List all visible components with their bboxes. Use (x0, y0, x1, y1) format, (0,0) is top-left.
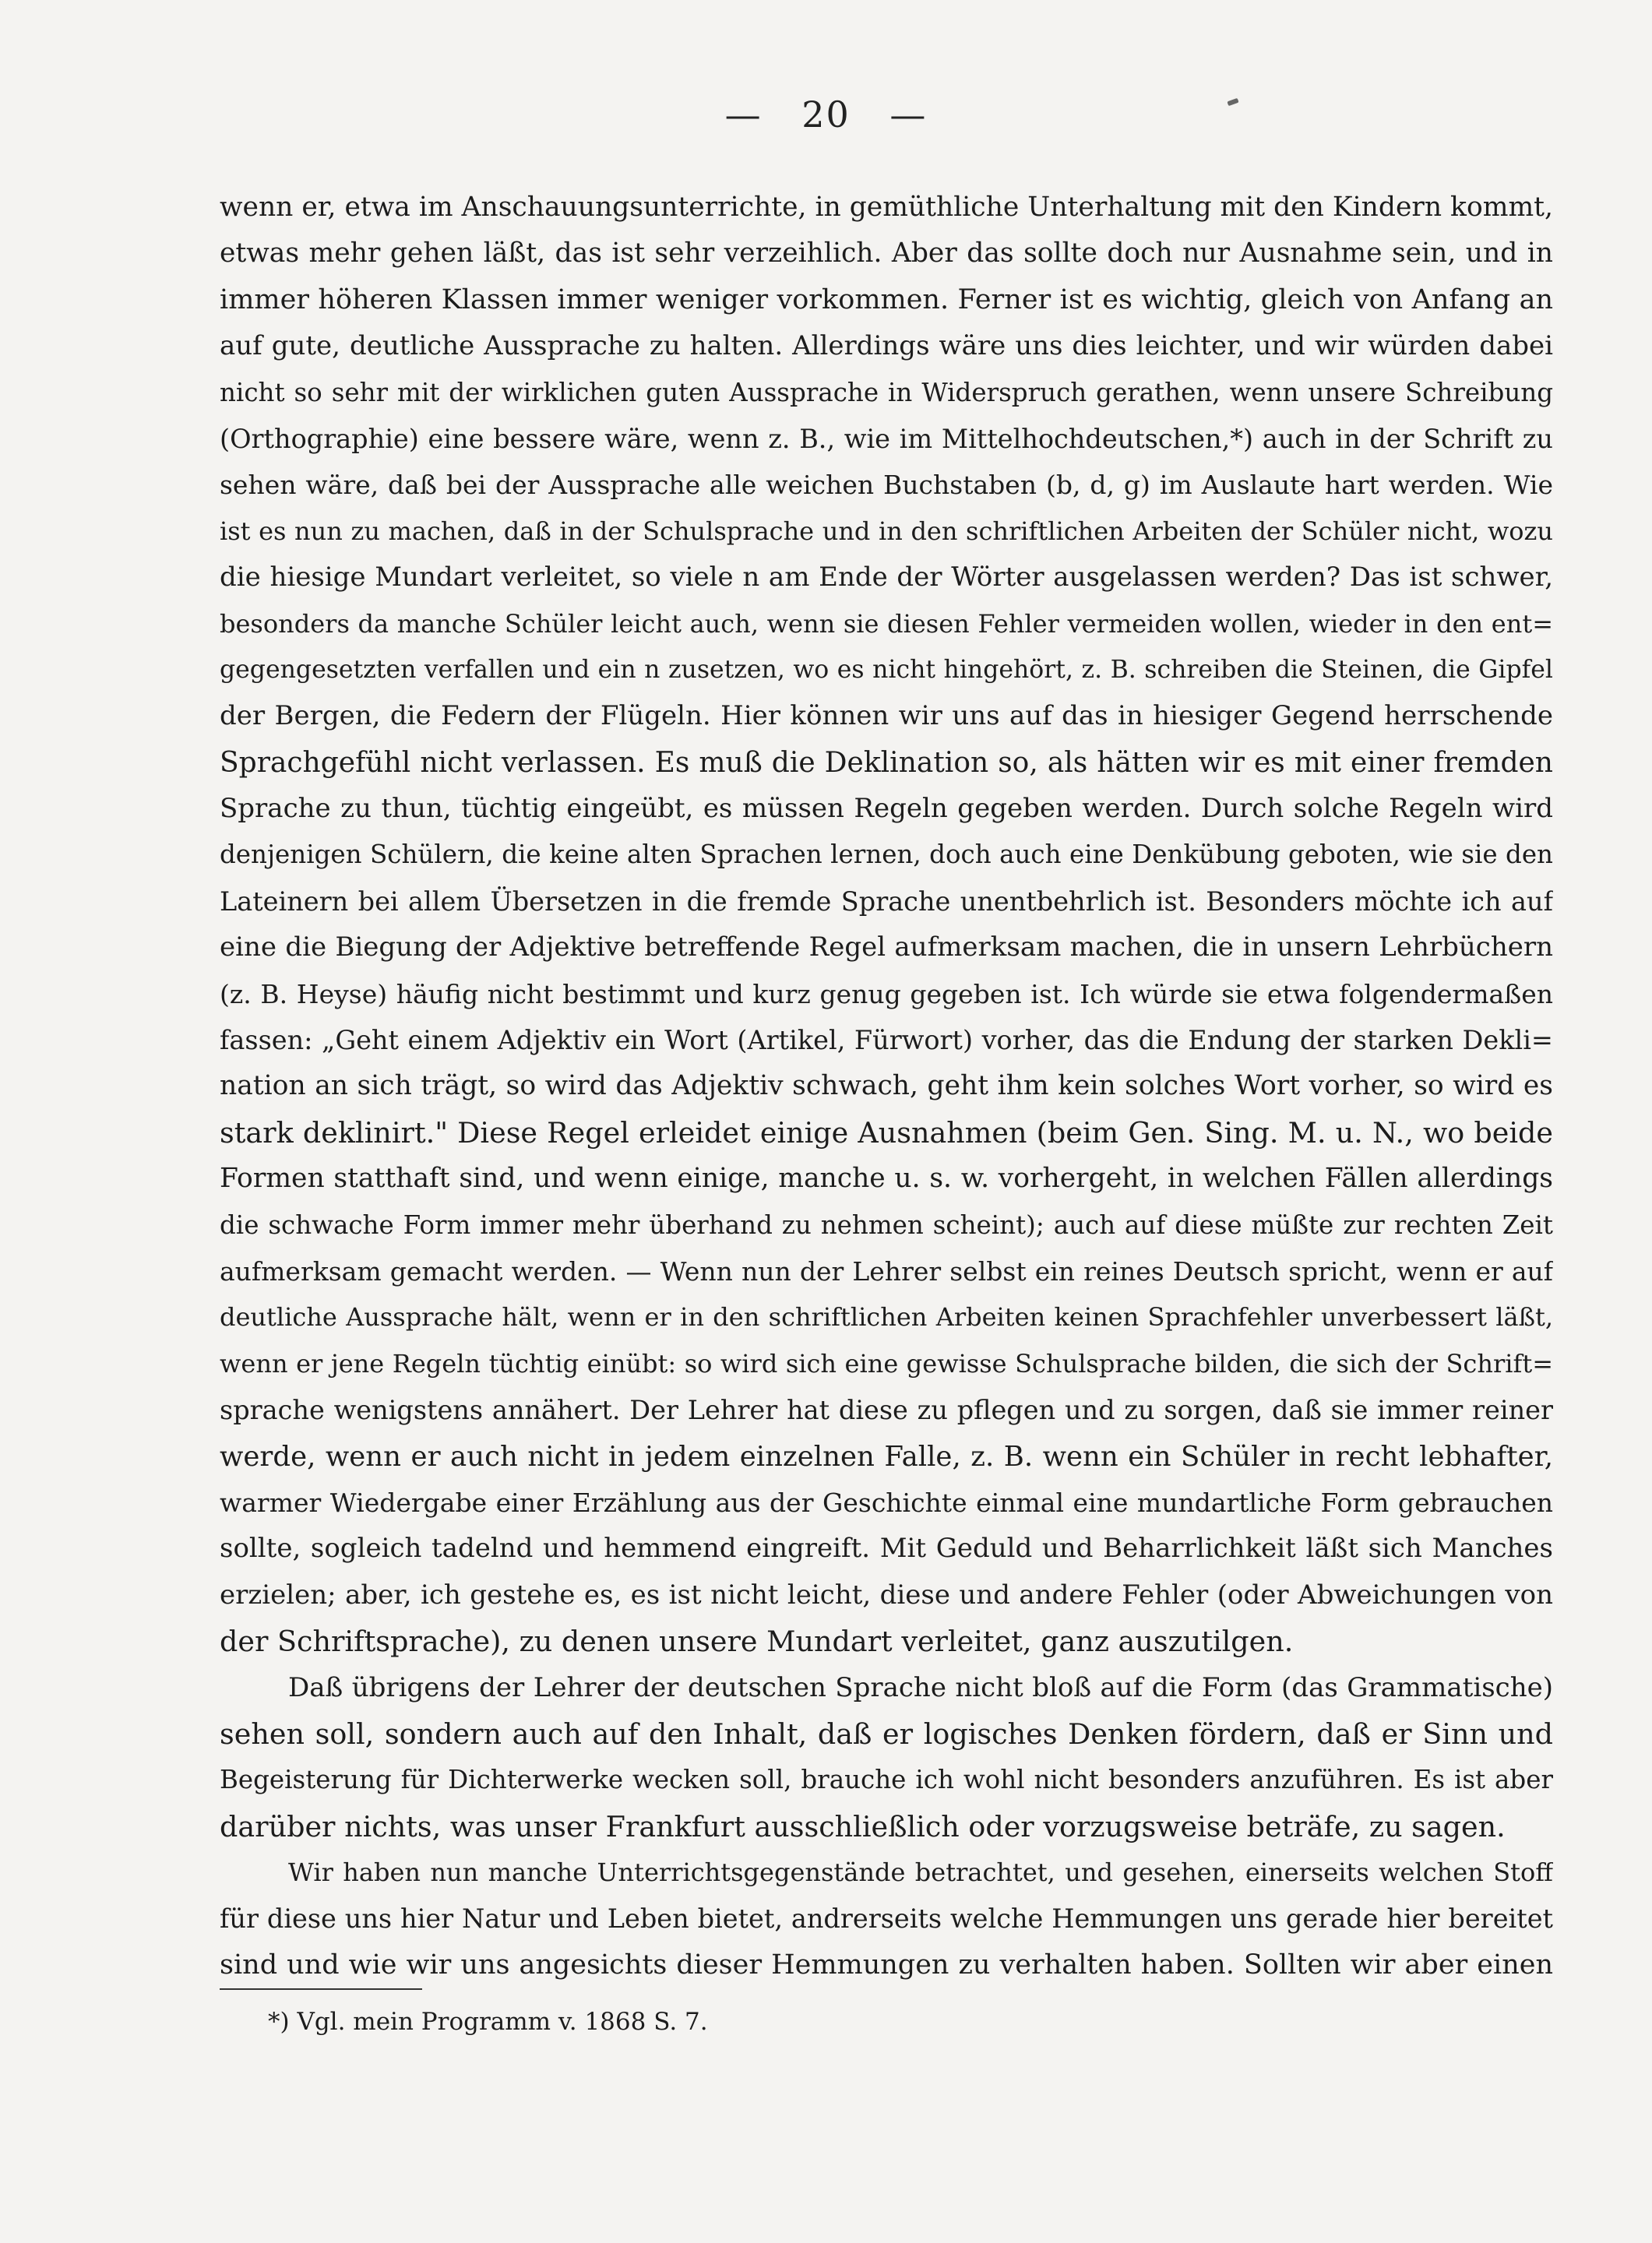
text-line: der Bergen, die Federn der Flügeln. Hier können wir uns auf das in hiesiger Gegend herrschende (220, 700, 1553, 732)
text-line: sehen soll, sondern auch auf den Inhalt, daß er logisches Denken fördern, daß er Sinn und (220, 1717, 1553, 1751)
text-line: besonders da manche Schüler leicht auch, wenn sie diesen Fehler vermeiden wollen, wieder in den ent= (220, 608, 1553, 639)
text-line: stark deklinirt." Diese Regel erleidet einige Ausnahmen (beim Gen. Sing. M. u. N., wo beide (220, 1115, 1553, 1150)
text-line: etwas mehr gehen läßt, das ist sehr verzeihlich. Aber das sollte doch nur Ausnahme sein, und in (220, 238, 1553, 269)
text-line: Wir haben nun manche Unterrichtsgegenstände betrachtet, und gesehen, einerseits welchen Stoff (288, 1857, 1553, 1888)
text-line: immer höheren Klassen immer weniger vorkommen. Ferner ist es wichtig, gleich von Anfang an (220, 283, 1553, 315)
text-line: wenn er, etwa im Anschauungsunterrichte, in gemüthliche Unterhaltung mit den Kindern kommt, (220, 192, 1553, 223)
text-line: wenn er jene Regeln tüchtig einübt: so wird sich eine gewisse Schulsprache bilden, die sich der Schrift= (220, 1348, 1553, 1379)
text-line: denjenigen Schülern, die keine alten Sprachen lernen, doch auch eine Denkübung geboten, wie sie den (220, 840, 1553, 870)
text-line: der Schriftsprache), zu denen unsere Mundart verleitet, ganz auszutilgen. (220, 1625, 1294, 1659)
body-text (220, 185, 1553, 1988)
page-number-dash-right: — (889, 93, 928, 136)
text-line: sollte, sogleich tadelnd und hemmend eingreift. Mit Geduld und Beharrlichkeit läßt sich Manches (220, 1533, 1553, 1565)
text-line: gegengesetzten verfallen und ein n zusetzen, wo es nicht hingehört, z. B. schreiben die Steinen, die Gipfel (220, 655, 1553, 684)
text-line: (z. B. Heyse) häufig nicht bestimmt und kurz genug gegeben ist. Ich würde sie etwa folgendermaßen (220, 978, 1553, 1009)
text-line: werde, wenn er auch nicht in jedem einzelnen Falle, z. B. wenn ein Schüler in recht lebhafter, (220, 1440, 1553, 1473)
text-line: Sprache zu thun, tüchtig eingeübt, es müssen Regeln gegeben werden. Durch solche Regeln wird (220, 793, 1553, 825)
text-line: Formen statthaft sind, und wenn einige, manche u. s. w. vorhergeht, in welchen Fällen allerdings (220, 1163, 1553, 1195)
text-line: warmer Wiedergabe einer Erzählung aus der Geschichte einmal eine mundartliche Form gebrauchen (220, 1487, 1553, 1518)
text-line: sprache wenigstens annähert. Der Lehrer hat diese zu pflegen und zu sorgen, daß sie immer reiner (220, 1395, 1553, 1426)
text-line: deutliche Aussprache hält, wenn er in den schriftlichen Arbeiten keinen Sprachfehler unverbessert läßt, (220, 1302, 1553, 1333)
text-line: fassen: „Geht einem Adjektiv ein Wort (Artikel, Fürwort) vorher, das die Endung der starken Dekli= (220, 1025, 1553, 1056)
footnote: *) Vgl. mein Programm v. 1868 S. 7. (268, 2008, 708, 2036)
text-line: sehen wäre, daß bei der Aussprache alle weichen Buchstaben (b, d, g) im Auslaute hart werden. Wie (220, 470, 1553, 501)
text-line: sind und wie wir uns angesichts dieser Hemmungen zu verhalten haben. Sollten wir aber einen (220, 1949, 1553, 1981)
page-number-header (0, 93, 1652, 136)
page-number-dash-left: — (724, 93, 763, 136)
text-line: Begeisterung für Dichterwerke wecken soll, brauche ich wohl nicht besonders anzuführen. Es ist aber (220, 1765, 1553, 1795)
text-line: erzielen; aber, ich gestehe es, es ist nicht leicht, diese und andere Fehler (oder Abweichungen von (220, 1579, 1553, 1611)
text-line: Lateinern bei allem Übersetzen in die fremde Sprache unentbehrlich ist. Besonders möchte ich auf (220, 886, 1553, 917)
text-line: (Orthographie) eine bessere wäre, wenn z. B., wie im Mittelhochdeutschen,*) auch in der Schrift zu (220, 423, 1553, 454)
text-line: die schwache Form immer mehr überhand zu nehmen scheint); auch auf diese müßte zur rechten Zeit (220, 1210, 1553, 1240)
text-line: darüber nichts, was unser Frankfurt ausschließlich oder vorzugsweise beträfe, zu sagen. (220, 1809, 1506, 1843)
text-line: Sprachgefühl nicht verlassen. Es muß die Deklination so, als hätten wir es mit einer fremden (220, 746, 1553, 779)
text-line: die hiesige Mundart verleitet, so viele n am Ende der Wörter ausgelassen werden? Das ist schwer, (220, 562, 1553, 593)
text-line: nicht so sehr mit der wirklichen guten Aussprache in Widerspruch gerathen, wenn unsere Schreibung (220, 377, 1553, 407)
footnote-rule (220, 1988, 422, 1990)
text-line: eine die Biegung der Adjektive betreffende Regel aufmerksam machen, die in unsern Lehrbüchern (220, 931, 1553, 963)
text-line: ist es nun zu machen, daß in der Schulsprache und in den schriftlichen Arbeiten der Schüler nicht, wozu (220, 516, 1553, 546)
text-line: auf gute, deutliche Aussprache zu halten. Allerdings wäre uns dies leichter, und wir würden dabei (220, 330, 1553, 362)
text-line: Daß übrigens der Lehrer der deutschen Sprache nicht bloß auf die Form (das Grammatische) (288, 1671, 1553, 1703)
page-number: 20 (801, 93, 851, 136)
text-line: für diese uns hier Natur und Leben bietet, andrerseits welche Hemmungen uns gerade hier bereitet (220, 1903, 1553, 1935)
text-line: aufmerksam gemacht werden. — Wenn nun der Lehrer selbst ein reines Deutsch spricht, wenn er auf (220, 1255, 1553, 1287)
text-line: nation an sich trägt, so wird das Adjektiv schwach, geht ihm kein solches Wort vorher, so wird es (220, 1070, 1553, 1102)
